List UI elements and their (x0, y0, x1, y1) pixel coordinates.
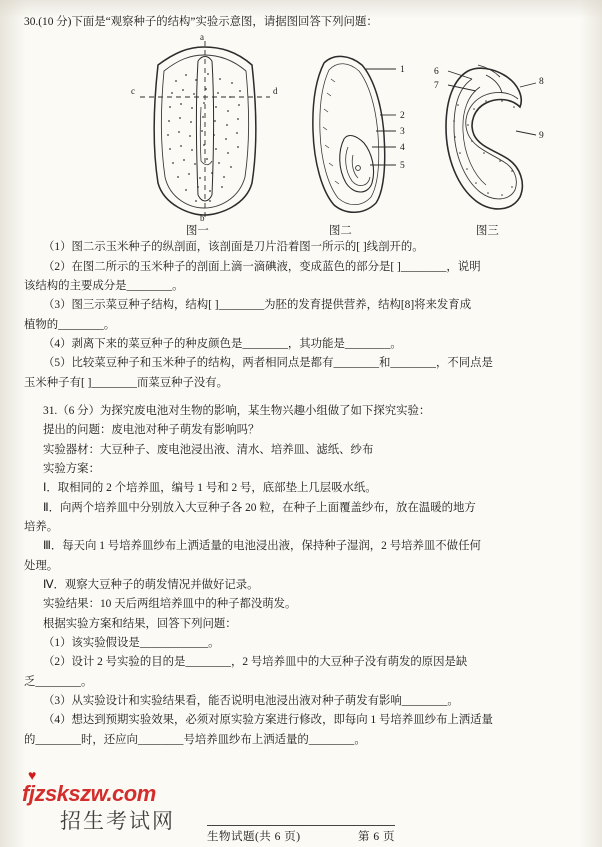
question-31-problem: 提出的问题：废电池对种子萌发有影响吗？ (43, 424, 260, 437)
question-31-step-2-cont: 培养。 (24, 520, 59, 533)
question-31-materials: 实验器材：大豆种子、废电池浸出液、清水、培养皿、滤纸、纱布 (43, 443, 374, 456)
figure-three-label-8: 8 (539, 77, 544, 88)
question-31-step-2: Ⅱ．向两个培养皿中分别放入大豆种子各 20 粒，在种子上面覆盖纱布，放在温暖的地方 (43, 501, 476, 514)
figure-two-label-5: 5 (400, 161, 405, 172)
question-31-item-2-cont: 乏________。 (24, 675, 93, 688)
figure-one-label-c: c (131, 86, 135, 97)
question-30-item-2-cont: 该结构的主要成分是________。 (24, 279, 184, 292)
question-31-step-1: Ⅰ．取相同的 2 个培养皿，编号 1 号和 2 号，底部垫上几层吸水纸。 (43, 482, 377, 495)
figure-group (24, 35, 588, 225)
question-30-item-4: （4）剥离下来的菜豆种子的种皮颜色是________，其功能是________。 (43, 337, 402, 350)
question-31-item-4: （4）想达到预期实验效果，必须对原实验方案进行修改，即每向 1 号培养皿纱布上洒适量 (43, 714, 493, 727)
figure-one-label-a: a (200, 35, 204, 43)
question-31-step-4: Ⅳ．观察大豆种子的萌发情况并做好记录。 (43, 578, 259, 591)
question-31-result: 实验结果：10 天后两组培养皿中的种子都没萌发。 (43, 598, 297, 611)
watermark-heart-icon: ♥ (28, 769, 37, 784)
figure-two-label-1: 1 (400, 65, 405, 76)
footer-page-number: 第 6 页 (358, 831, 396, 843)
figure-two-label-2: 2 (400, 111, 405, 122)
question-31-item-3: （3）从实验设计和实验结果看，能否说明电池浸出液对种子萌发有影响________。 (43, 694, 459, 707)
question-30-item-5-cont: 玉米种子有[ ]________而菜豆种子没有。 (24, 376, 229, 389)
question-31-instruction: 根据实验方案和结果，回答下列问题： (43, 617, 237, 630)
figure-three-label-6: 6 (434, 67, 439, 78)
figure-two-caption: 图二 (329, 225, 352, 238)
question-30-item-5: （5）比较菜豆种子和玉米种子的结构，两者相同点是都有________和________，不同点是 (43, 357, 493, 370)
figure-one-caption: 图一 (186, 225, 209, 238)
page-footer (0, 825, 602, 845)
question-31-stem: 31.（6 分）为探究废电池对生物的影响，某生物兴趣小组做了如下探究实验： (43, 404, 431, 417)
question-30-item-3: （3）图三示菜豆种子结构，结构[ ]________为胚的发育提供营养，结构[8]将来发育成 (43, 299, 472, 312)
watermark-site-url: fjzskszw.com (22, 781, 156, 806)
question-31-item-2: （2）设计 2 号实验的目的是________，2 号培养皿中的大豆种子没有萌发的原因是缺 (43, 656, 468, 669)
question-31-item-1: （1）该实验假设是____________。 (43, 636, 220, 649)
figure-one-corn-seed (128, 35, 280, 227)
watermark-site-name: 招生考试网 (60, 809, 175, 833)
question-31-step-3-cont: 处理。 (24, 559, 59, 572)
figure-three-caption: 图三 (476, 225, 499, 238)
question-30-item-3-cont: 植物的________。 (24, 318, 116, 331)
question-30-stem: 30.(10 分)下面是“观察种子的结构”实验示意图，请据图回答下列问题： (24, 16, 378, 28)
figure-two-label-4: 4 (400, 143, 405, 154)
figure-two-label-3: 3 (400, 127, 405, 138)
footer-title: 生物试题(共 6 页) (206, 831, 301, 843)
figure-three-label-7: 7 (434, 81, 439, 92)
question-30-item-1: （1）图二示玉米种子的纵剖面，该剖面是刀片沿着图一所示的[ ]线剖开的。 (43, 241, 424, 254)
question-30-item-2: （2）在图二所示的玉米种子的剖面上滴一滴碘液，变成蓝色的部分是[ ]________，说明 (43, 260, 481, 273)
question-31-plan-heading: 实验方案： (43, 462, 100, 475)
question-31-item-4-cont: 的________时，还应向________号培养皿纱布上洒适量的________。 (24, 733, 366, 746)
figure-three-bean-seed (424, 35, 550, 227)
question-31-step-3: Ⅲ．每天向 1 号培养皿纱布上洒适量的电池浸出液，保持种子湿润，2 号培养皿不做任何 (43, 540, 481, 553)
figure-captions (24, 223, 588, 239)
paper-content (24, 14, 588, 837)
figure-one-label-b: b (200, 213, 205, 222)
figure-three-label-9: 9 (539, 131, 544, 142)
figure-two-corn-section (298, 35, 418, 227)
figure-one-label-d: d (273, 86, 278, 97)
